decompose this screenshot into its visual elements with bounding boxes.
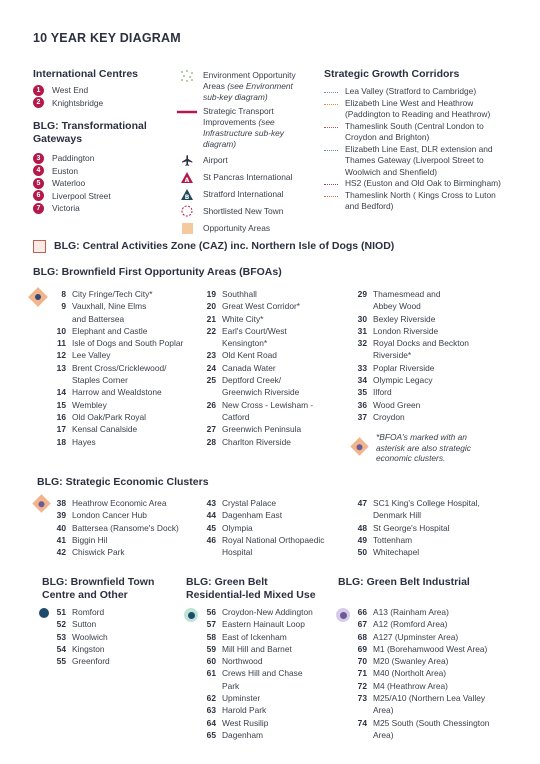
triangle-marker-icon	[176, 187, 198, 201]
list-item	[199, 606, 339, 618]
item-number: 38	[56, 498, 66, 508]
item-label: Crystal Palace	[222, 498, 276, 508]
list-item	[49, 509, 199, 521]
item-number: 25	[206, 375, 216, 386]
clusters-column-3	[350, 497, 510, 558]
list-item	[350, 631, 520, 643]
item-number: 70	[357, 656, 367, 667]
corridor-line-icon	[324, 127, 338, 128]
item-label: Old Kent Road	[222, 350, 277, 361]
list-item	[199, 704, 339, 716]
item-number: 63	[206, 705, 216, 716]
item-number: 65	[206, 729, 216, 740]
transport-line-icon	[176, 106, 198, 117]
item-label: Thamesmead and Abbey Wood	[373, 289, 441, 312]
item-label: St George's Hospital	[373, 522, 450, 533]
number-badge: 4	[33, 165, 44, 176]
list-item	[350, 655, 520, 667]
item-number: 74	[357, 717, 367, 728]
item-number: 69	[357, 643, 367, 654]
growth-corridors-list	[324, 86, 524, 213]
item-label: Sutton	[72, 619, 97, 630]
item-number: 34	[357, 375, 367, 386]
item-number: 67	[357, 619, 367, 630]
list-item	[350, 411, 490, 423]
item-label: Wood Green	[373, 399, 421, 410]
greenbelt-industrial-list	[350, 606, 520, 741]
item-label: Northwood	[222, 656, 263, 667]
item-label: Crews Hill and Chase Park	[222, 668, 303, 691]
item-label: Chiswick Park	[72, 547, 125, 558]
item-number: 48	[357, 522, 367, 533]
item-number: 54	[56, 643, 66, 654]
list-item	[350, 643, 520, 655]
list-item	[49, 399, 199, 411]
list-item	[199, 374, 339, 399]
list-item	[350, 522, 510, 534]
item-number: 68	[357, 631, 367, 642]
bfoa-column-1	[49, 288, 199, 448]
list-item	[49, 325, 199, 337]
list-item	[49, 643, 179, 655]
item-number: 18	[56, 436, 66, 447]
corridor-label: Thameslink North ( Kings Cross to Luton and Bedford)	[345, 189, 496, 211]
item-number: 30	[357, 313, 367, 324]
number-badge: 5	[33, 178, 44, 189]
list-item	[199, 534, 339, 559]
environment-dots-icon	[176, 70, 198, 81]
item-number: 10	[56, 325, 66, 336]
list-item	[350, 325, 490, 337]
list-item	[199, 288, 339, 300]
item-label: Heathrow Economic Area	[72, 498, 167, 508]
item-label: A127 (Upminster Area)	[373, 631, 459, 642]
item-number: 50	[357, 547, 367, 558]
list-item	[49, 386, 199, 398]
list-item	[49, 546, 199, 558]
item-label: Elephant and Castle	[72, 325, 148, 336]
bfoa-diamond-icon	[31, 290, 45, 304]
list-item	[199, 729, 339, 741]
list-item	[350, 386, 490, 398]
item-label: Kingston	[72, 643, 105, 654]
item-number: 12	[56, 350, 66, 361]
clusters-column-2	[199, 497, 339, 558]
item-label: Greenford	[72, 656, 110, 667]
item-label: Vauxhall, Nine Elms and Battersea	[72, 301, 147, 324]
legend-environment-opportunity: Environment Opportunity Areas (see Environment sub-key diagram)	[176, 70, 321, 103]
item-number: 45	[206, 522, 216, 533]
number-badge: 7	[33, 203, 44, 214]
transformational-gateways-list	[33, 152, 111, 215]
item-number: 49	[357, 534, 367, 545]
list-item	[199, 313, 339, 325]
item-number: 21	[206, 313, 216, 324]
item-number: 44	[206, 510, 216, 521]
list-item	[199, 423, 339, 435]
list-item	[49, 362, 199, 387]
item-label: A12 (Romford Area)	[373, 619, 448, 630]
item-label: Harold Park	[222, 705, 267, 716]
greenbelt-residential-heading: BLG: Green Belt Residential-led Mixed Use	[186, 576, 316, 601]
item-number: 31	[357, 325, 367, 336]
item-number: 26	[206, 399, 216, 410]
item-label: Upminster	[222, 693, 261, 704]
town-centre-list	[49, 606, 179, 667]
list-item	[350, 374, 490, 386]
caz-square-icon	[33, 240, 46, 253]
item-label: Romford	[72, 607, 105, 617]
item-number: 14	[56, 387, 66, 398]
item-number: 62	[206, 693, 216, 704]
list-item: 2 Knightsbridge	[33, 97, 103, 110]
corridor-label: Lea Valley (Stratford to Cambridge)	[345, 86, 477, 96]
item-number: 42	[56, 547, 66, 558]
list-item	[199, 436, 339, 448]
item-label: M1 (Borehamwood West Area)	[373, 643, 488, 654]
item-label: Woolwich	[72, 631, 108, 642]
item-number: 43	[206, 498, 216, 508]
industrial-ring-icon	[336, 608, 350, 622]
legend-opportunity-areas: Opportunity Areas	[176, 221, 321, 235]
growth-corridors-heading: Strategic Growth Corridors	[324, 68, 460, 80]
list-item	[199, 667, 339, 692]
item-label: East of Ickenham	[222, 631, 287, 642]
item-number: 27	[206, 424, 216, 435]
list-item	[49, 534, 199, 546]
corridor-line-icon	[324, 92, 338, 93]
list-item	[350, 337, 490, 362]
list-item	[199, 497, 339, 509]
item-label: Lee Valley	[72, 350, 111, 361]
item-label: Isle of Dogs and South Poplar	[72, 338, 184, 349]
dashed-circle-icon	[176, 204, 198, 218]
airplane-icon	[176, 153, 198, 167]
list-item	[199, 692, 339, 704]
item-label: M25/A10 (Northern Lea Valley Area)	[373, 693, 486, 716]
greenbelt-industrial-heading: BLG: Green Belt Industrial	[338, 576, 470, 588]
list-item	[350, 534, 510, 546]
clusters-column-1	[49, 497, 199, 558]
corridor-line-icon	[324, 184, 338, 185]
list-item	[49, 436, 199, 448]
item-label: A13 (Rainham Area)	[373, 607, 449, 617]
list-item	[350, 362, 490, 374]
item-label: Biggin Hil	[72, 534, 108, 545]
bfoa-note: *BFOA's marked with an asterisk are also strategic economic clusters.	[376, 432, 471, 463]
list-item	[350, 618, 520, 630]
list-item: 7 Victoria	[33, 202, 111, 215]
item-label: London Riverside	[373, 325, 439, 336]
greenbelt-residential-list	[199, 606, 339, 741]
list-item: 5 Waterloo	[33, 177, 111, 190]
item-number: 37	[357, 411, 367, 422]
item-number: 51	[56, 607, 66, 617]
international-centres-list	[33, 84, 103, 109]
list-item	[350, 288, 490, 313]
item-label: Harrow and Wealdstone	[72, 387, 162, 398]
item-label: Poplar Riverside	[373, 362, 435, 373]
item-number: 58	[206, 631, 216, 642]
caz-heading: BLG: Central Activities Zone (CAZ) inc. Northern Isle of Dogs (NIOD)	[54, 240, 395, 252]
list-item	[350, 606, 520, 618]
item-number: 47	[357, 498, 367, 508]
list-item: 3 Paddington	[33, 152, 111, 165]
bfoa-column-2	[199, 288, 339, 448]
clusters-heading: BLG: Strategic Economic Clusters	[37, 476, 209, 488]
list-item	[49, 606, 179, 618]
list-item	[199, 300, 339, 312]
list-item	[49, 349, 199, 361]
legend-airport: Airport	[176, 153, 321, 167]
triangle-marker-icon	[176, 170, 198, 184]
item-number: 36	[357, 399, 367, 410]
item-number: 46	[206, 534, 216, 545]
list-item	[199, 522, 339, 534]
item-number: 28	[206, 436, 216, 447]
list-item	[199, 362, 339, 374]
corridor-label: Thameslink South (Central London to Croydon and Brighton)	[345, 120, 484, 142]
legend-st-pancras: A St Pancras International	[176, 170, 321, 184]
corridor-label: Elizabeth Line East, DLR extension and Thames Gateway (Liverpool Street to Woolwich and Shenfield)	[345, 143, 493, 177]
list-item	[199, 655, 339, 667]
corridor-item	[324, 178, 524, 190]
item-label: Deptford Creek/ Greenwich Riverside	[222, 375, 300, 398]
number-badge: 6	[33, 190, 44, 201]
item-label: Old Oak/Park Royal	[72, 411, 147, 422]
list-item	[199, 618, 339, 630]
item-label: Kensal Canalside	[72, 424, 138, 435]
list-item	[49, 618, 179, 630]
bfoa-heading: BLG: Brownfield First Opportunity Areas (BFOAs)	[33, 266, 282, 278]
item-number: 17	[56, 424, 66, 435]
corridor-line-icon	[324, 104, 338, 105]
item-number: 32	[357, 338, 367, 349]
item-label: Eastern Hainault Loop	[222, 619, 305, 630]
item-number: 15	[56, 399, 66, 410]
item-number: 19	[206, 289, 216, 299]
item-label: Canada Water	[222, 362, 276, 373]
item-number: 57	[206, 619, 216, 630]
item-number: 20	[206, 301, 216, 312]
list-item	[49, 300, 199, 325]
item-number: 16	[56, 411, 66, 422]
item-number: 11	[57, 338, 66, 349]
corridor-label: HS2 (Euston and Old Oak to Birmingham)	[345, 178, 501, 188]
item-number: 64	[206, 717, 216, 728]
item-label: Dagenham East	[222, 510, 283, 521]
svg-text:A: A	[184, 176, 190, 183]
item-label: M40 (Northolt Area)	[373, 668, 447, 679]
item-number: 73	[357, 693, 367, 704]
svg-text:B: B	[184, 193, 190, 200]
item-number: 39	[56, 510, 66, 521]
item-label: Bexley Riverside	[373, 313, 436, 324]
corridor-item	[324, 121, 524, 144]
item-label: Wembley	[72, 399, 107, 410]
item-number: 55	[56, 656, 66, 667]
bfoa-note-diamond-icon	[353, 440, 366, 453]
list-item	[49, 631, 179, 643]
item-number: 71	[357, 668, 367, 679]
number-badge: 3	[33, 153, 44, 164]
item-label: Great West Corridor*	[222, 301, 301, 312]
item-number: 40	[56, 522, 66, 533]
corridor-line-icon	[324, 196, 338, 197]
greenbelt-ring-icon	[184, 608, 198, 622]
item-label: City Fringe/Tech City*	[72, 289, 153, 299]
opportunity-square-icon	[176, 221, 198, 235]
item-label: Olympia	[222, 522, 253, 533]
item-number: 33	[357, 362, 367, 373]
transformational-gateways-heading: BLG: Transformational Gateways	[33, 120, 147, 145]
item-number: 29	[357, 289, 367, 299]
legend-stratford: B Stratford International	[176, 187, 321, 201]
item-label: West Rusilip	[222, 717, 269, 728]
clusters-diamond-icon	[35, 497, 48, 510]
item-label: Royal National Orthopaedic Hospital	[222, 534, 325, 558]
list-item	[199, 399, 339, 424]
list-item	[49, 522, 199, 534]
town-centre-heading: BLG: Brownfield Town Centre and Other	[42, 576, 155, 601]
item-number: 24	[206, 362, 216, 373]
item-number: 35	[357, 387, 367, 398]
item-label: Ilford	[373, 387, 392, 398]
item-number: 23	[206, 350, 216, 361]
list-item	[350, 546, 510, 558]
item-number: 8	[61, 289, 66, 299]
item-label: Dagenham	[222, 729, 263, 740]
symbol-legend	[176, 70, 321, 235]
list-item: 6 Liverpool Street	[33, 190, 111, 203]
corridor-item	[324, 86, 524, 98]
item-label: Croydon	[373, 411, 405, 422]
list-item: 4 Euston	[33, 165, 111, 178]
bfoa-column-3	[350, 288, 490, 423]
list-item	[49, 411, 199, 423]
item-label: Brent Cross/Cricklewood/ Staples Corner	[72, 362, 167, 386]
item-label: Hayes	[72, 436, 96, 447]
list-item	[199, 631, 339, 643]
item-number: 52	[56, 619, 66, 630]
corridor-item	[324, 98, 524, 121]
item-label: Southhall	[222, 289, 257, 299]
item-number: 22	[206, 325, 216, 336]
corridor-line-icon	[324, 150, 338, 151]
item-label: Earl's Court/West Kensington*	[222, 325, 287, 349]
legend-strategic-transport: Strategic Transport Improvements (see Infrastructure sub-key diagram)	[176, 106, 321, 150]
list-item	[199, 643, 339, 655]
item-number: 59	[206, 643, 216, 654]
corridor-label: Elizabeth Line West and Heathrow (Paddington to Reading and Heathrow)	[345, 97, 491, 119]
item-label: Battersea (Ransome's Dock)	[72, 522, 179, 533]
list-item	[350, 399, 490, 411]
item-label: Tottenham	[373, 534, 413, 545]
item-number: 61	[206, 668, 216, 679]
item-number: 9	[61, 301, 66, 312]
item-number: 66	[357, 607, 367, 617]
legend-new-town: Shortlisted New Town	[176, 204, 321, 218]
item-label: M4 (Heathrow Area)	[373, 680, 448, 691]
item-label: London Cancer Hub	[72, 510, 147, 521]
item-label: Charlton Riverside	[222, 436, 291, 447]
list-item	[350, 717, 520, 742]
item-label: White City*	[222, 313, 264, 324]
item-number: 60	[206, 656, 216, 667]
list-item	[49, 497, 199, 509]
list-item	[350, 692, 520, 717]
list-item	[199, 717, 339, 729]
list-item	[49, 423, 199, 435]
corridor-item	[324, 190, 524, 213]
item-number: 56	[206, 607, 216, 617]
list-item	[49, 337, 199, 349]
item-number: 13	[56, 362, 66, 373]
corridor-item	[324, 144, 524, 179]
item-label: Whitechapel	[373, 547, 420, 558]
list-item	[49, 288, 199, 300]
list-item	[350, 497, 510, 522]
item-label: New Cross - Lewisham - Catford	[222, 399, 314, 422]
list-item	[199, 325, 339, 350]
town-centre-dot-icon	[39, 608, 49, 618]
item-label: Royal Docks and Beckton Riverside*	[373, 338, 469, 361]
list-item	[49, 655, 179, 667]
number-badge: 2	[33, 97, 44, 108]
international-centres-heading: International Centres	[33, 68, 139, 80]
item-number: 53	[56, 631, 66, 642]
list-item	[199, 349, 339, 361]
list-item	[350, 680, 520, 692]
item-label: Greenwich Peninsula	[222, 424, 302, 435]
list-item: 1 West End	[33, 84, 103, 97]
item-label: M25 South (South Chessington Area)	[373, 717, 490, 740]
list-item	[199, 509, 339, 521]
item-label: M20 (Swanley Area)	[373, 656, 449, 667]
number-badge: 1	[33, 85, 44, 96]
item-label: Croydon-New Addington	[222, 607, 313, 617]
item-number: 41	[56, 534, 66, 545]
list-item	[350, 667, 520, 679]
page-title: 10 YEAR KEY DIAGRAM	[33, 31, 181, 45]
item-label: Mill Hill and Barnet	[222, 643, 292, 654]
item-number: 72	[357, 680, 367, 691]
item-label: SC1 King's College Hospital, Denmark Hill	[373, 498, 480, 521]
item-label: Olympic Legacy	[373, 375, 433, 386]
list-item	[350, 313, 490, 325]
